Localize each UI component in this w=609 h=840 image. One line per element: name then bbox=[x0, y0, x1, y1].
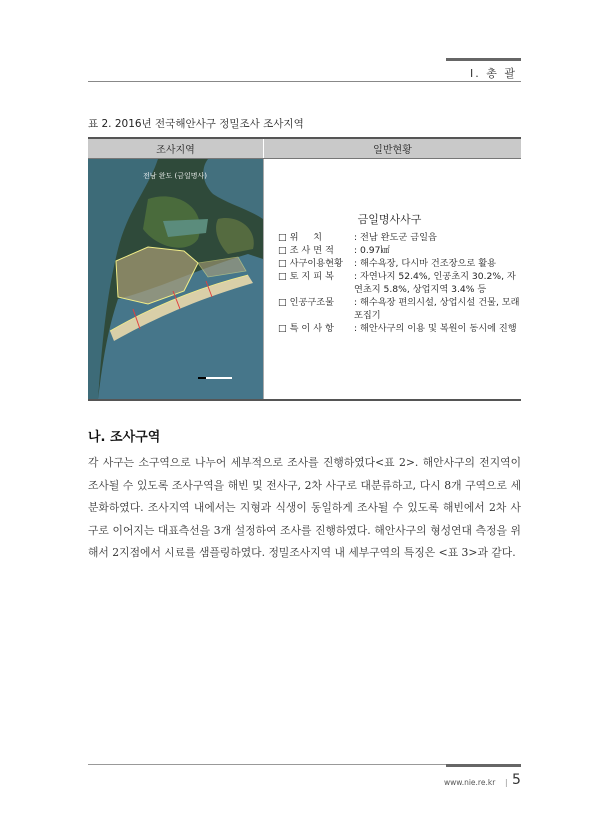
running-header bbox=[88, 58, 521, 82]
info-row-area bbox=[278, 244, 521, 257]
info-value: : 해안사구의 이용 및 복원이 동시에 진행 bbox=[354, 323, 517, 334]
info-value: : 0.97㎢ bbox=[354, 245, 390, 256]
chapter-title: Ⅰ. 총 괄 bbox=[470, 67, 517, 80]
header-rule bbox=[88, 81, 521, 82]
footer-accent-bar bbox=[446, 764, 521, 767]
status-cell bbox=[264, 159, 522, 401]
info-value: : 해수욕장, 다시마 건조장으로 활용 bbox=[354, 258, 496, 269]
footer-url: www.nie.re.kr bbox=[444, 778, 496, 787]
site-info bbox=[264, 159, 521, 335]
info-value: : 전남 완도군 금일읍 bbox=[354, 232, 437, 243]
survey-area-table bbox=[88, 137, 521, 401]
info-row-notes bbox=[278, 322, 521, 335]
info-key: □ 특 이 사 항 bbox=[278, 323, 334, 334]
satellite-map-image bbox=[88, 159, 263, 399]
section-title: 나. 조사구역 bbox=[88, 430, 161, 445]
info-key: □ 토 지 피 복 bbox=[278, 271, 334, 282]
page-number: 5 bbox=[512, 772, 521, 788]
col-header-area: 조사지역 bbox=[88, 138, 264, 159]
info-row-structures bbox=[278, 296, 521, 322]
info-key: □ 조 사 면 적 bbox=[278, 245, 334, 256]
info-value: : 자연나지 52.4%, 인공초지 30.2%, 자연초지 5.8%, 상업지역 3.4% 등 bbox=[354, 271, 516, 295]
info-row-landcover bbox=[278, 270, 521, 296]
header-accent-bar bbox=[446, 58, 521, 61]
map-cell bbox=[88, 159, 264, 401]
body-paragraph: 각 사구는 소구역으로 나누어 세부적으로 조사를 진행하였다<표 2>. 해안사구의 전지역이 조사될 수 있도록 조사구역을 해빈 및 전사구, 2차 사구로 대분류하고, 다시 8개 구역으로 세분화하였다. 조사지역 내에서는 지형과 식생이 동일하게 조사될 수 있도록 해빈에서 2차 사구로 이어지는 대표측선을 3개 설정하여 조사를 진행하였다. 해안사구의 형성연대 측정을 위해서 2지점에서 시료를 샘플링하였다. 정밀조사지역 내 세부구역의 특징은 <표 3>과 같다. bbox=[88, 456, 521, 559]
info-row-usage bbox=[278, 257, 521, 270]
info-key: □ 인공구조물 bbox=[278, 297, 334, 308]
footer-separator: | bbox=[505, 778, 508, 787]
info-key: □ 사구이용현황 bbox=[278, 258, 343, 269]
info-key: □ 위 치 bbox=[278, 232, 322, 243]
info-value: : 해수욕장 편의시설, 상업시설 건물, 모래포집기 bbox=[354, 297, 520, 321]
table-caption: 표 2. 2016년 전국해안사구 정밀조사 조사지역 bbox=[88, 118, 304, 130]
col-header-status: 일반현황 bbox=[264, 138, 522, 159]
satellite-map bbox=[88, 159, 263, 399]
map-label: 전남 완도 (금일명사) bbox=[143, 172, 208, 180]
info-row-location bbox=[278, 231, 521, 244]
site-name: 금일명사사구 bbox=[357, 213, 422, 226]
